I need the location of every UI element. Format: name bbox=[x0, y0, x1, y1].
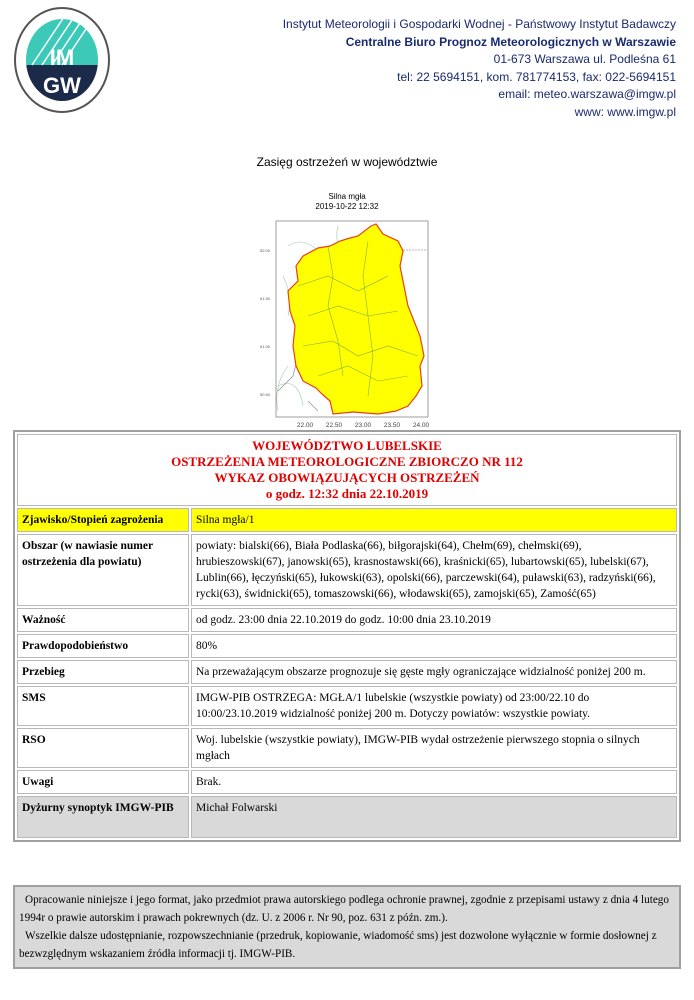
office-name: Centralne Biuro Prognoz Meteorologicznych w Warszawie bbox=[345, 34, 676, 49]
institute-name: Instytut Meteorologii i Gospodarki Wodnej - Państwowy Instytut Badawczy bbox=[282, 17, 676, 31]
svg-text:IM: IM bbox=[49, 45, 75, 70]
warning-map bbox=[258, 216, 436, 430]
warning-table bbox=[13, 430, 681, 842]
website: www: www.imgw.pl bbox=[574, 104, 676, 119]
lat-tick: 52.00 bbox=[260, 248, 271, 253]
table-row: Zjawisko/Stopień zagrożenia Silna mgła/1 bbox=[17, 508, 677, 532]
email: email: meteo.warszawa@imgw.pl bbox=[498, 87, 676, 101]
lat-tick: 51.00 bbox=[260, 344, 271, 349]
table-row: Przebieg Na przeważającym obszarze prognozuje się gęste mgły ograniczające widzialność poniżej 200 m. bbox=[17, 660, 677, 684]
table-row: RSO Woj. lubelskie (wszystkie powiaty), IMGW-PIB wydał ostrzeżenie pierwszego stopnia o silnych mgłach bbox=[17, 728, 677, 768]
table-row: Dyżurny synoptyk IMGW-PIB Michał Folwarski bbox=[17, 796, 677, 838]
table-row: SMS IMGW-PIB OSTRZEGA: MGŁA/1 lubelskie (wszystkie powiaty) od 23:00/22.10 do 10:00/23.10.2019 widzialność poniżej 200 m. Dotyczy powiatów: wszystkie powiaty. bbox=[17, 686, 677, 726]
lat-tick: 51.50 bbox=[260, 296, 271, 301]
warning-title: WOJEWÓDZTWO LUBELSKIE OSTRZEŻENIA METEOROLOGICZNE ZBIORCZO NR 112 WYKAZ OBOWIĄZUJĄCYCH OSTRZEŻEŃ o godz. 12:32 dnia 22.10.2019 bbox=[17, 434, 677, 506]
phone: tel: 22 5694151, kom. 781774153, fax: 022-5694151 bbox=[397, 69, 676, 84]
lon-tick: 22.50 bbox=[325, 422, 343, 429]
lon-tick: 23.00 bbox=[354, 422, 372, 429]
copyright-notice: Opracowanie niniejsze i jego format, jako przedmiot prawa autorskiego podlega ochronie prawnej, zgodnie z przepisami ustawy z dnia 4 lutego 1994r o prawie autorskim i prawach pokrewnych (dz. U. z 2006 r. Nr 90, poz. 631 z późn. zm.). Wszelkie dalsze udostępnianie, rozpowszechnianie (przedruk, kopiowanie, wiadomość sms) jest dozwolone wyłącznie w formie dosłownej z bezwzględnym wskazaniem źródła informacji tj. IMGW-PIB. bbox=[13, 885, 681, 969]
lon-tick: 23.50 bbox=[383, 422, 401, 429]
table-row: Uwagi Brak. bbox=[17, 770, 677, 794]
institute-header bbox=[283, 16, 676, 121]
address: 01-673 Warszawa ul. Podleśna 61 bbox=[493, 52, 676, 66]
lon-tick: 24.00 bbox=[412, 422, 430, 429]
lat-tick: 50.50 bbox=[260, 392, 271, 397]
table-row: Obszar (w nawiasie numer ostrzeżenia dla powiatu) powiaty: bialski(66), Biała Podlaska(66), biłgorajski(64), Chełm(69), chełmski(69), hrubieszowski(67), janowski(65), krasnostawski(66), kraśnicki(65), lubartowski(65), lubelski(67), Lublin(66), łęczyński(65), łukowski(63), opolski(66), parczewski(64), puławski(63), radzyński(66), rycki(63), świdnicki(65), tomaszowski(66), włodawski(65), zamojski(65), Zamość(65) bbox=[17, 534, 677, 606]
lon-tick: 22.00 bbox=[296, 422, 314, 429]
map-heading: Zasięg ostrzeżeń w województwie bbox=[256, 155, 438, 169]
svg-text:GW: GW bbox=[43, 73, 81, 98]
table-row: Ważność od godz. 23:00 dnia 22.10.2019 do godz. 10:00 dnia 23.10.2019 bbox=[17, 608, 677, 632]
imgw-logo bbox=[12, 5, 112, 115]
table-row: Prawdopodobieństwo 80% bbox=[17, 634, 677, 658]
map-caption: Silna mgła 2019-10-22 12:32 bbox=[315, 192, 379, 211]
